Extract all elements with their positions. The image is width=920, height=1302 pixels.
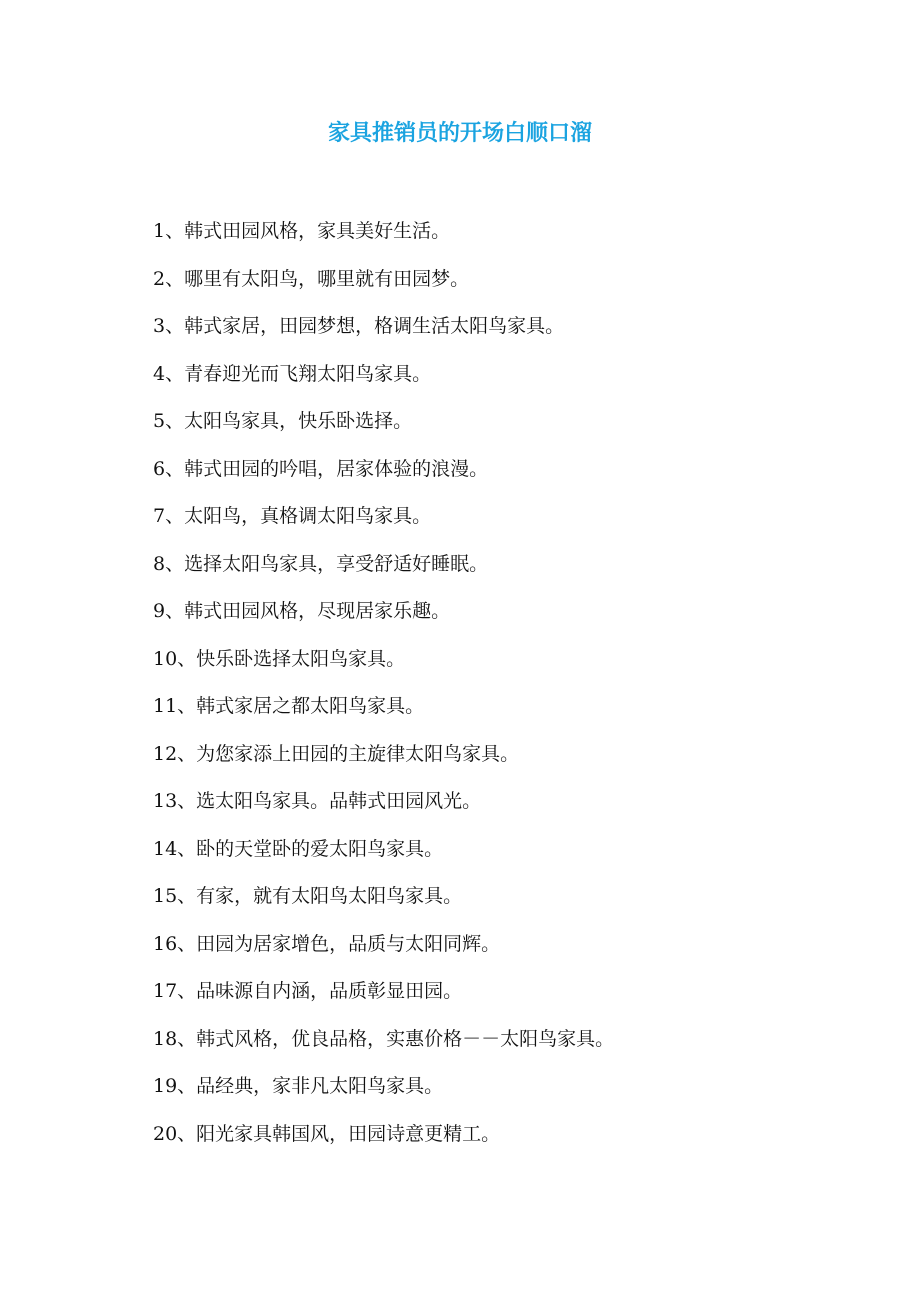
list-item: 17、品味源自内涵，品质彰显田园。 — [153, 980, 463, 1002]
list-item: 8、选择太阳鸟家具，享受舒适好睡眠。 — [153, 552, 489, 575]
list-item: 9、韩式田园风格，尽现居家乐趣。 — [153, 600, 451, 622]
list-item: 13、选太阳鸟家具。品韩式田园风光。 — [153, 790, 482, 812]
slogan-list — [153, 215, 614, 1165]
list-item: 19、品经典，家非凡太阳鸟家具。 — [153, 1075, 444, 1097]
list-item: 5、太阳鸟家具，快乐卧选择。 — [153, 410, 413, 432]
list-item: 20、阳光家具韩国风，田园诗意更精工。 — [153, 1122, 501, 1145]
page-title: 家具推销员的开场白顺口溜 — [327, 121, 592, 146]
list-item: 4、青春迎光而飞翔太阳鸟家具。 — [153, 362, 432, 385]
list-item: 10、快乐卧选择太阳鸟家具。 — [153, 647, 406, 670]
list-item: 14、卧的天堂卧的爱太阳鸟家具。 — [153, 837, 444, 860]
list-item: 15、有家，就有太阳鸟太阳鸟家具。 — [153, 885, 463, 907]
list-item: 12、为您家添上田园的主旋律太阳鸟家具。 — [153, 742, 520, 765]
list-item: 3、韩式家居，田园梦想，格调生活太阳鸟家具。 — [153, 315, 565, 337]
list-item: 6、韩式田园的吟唱，居家体验的浪漫。 — [153, 457, 489, 480]
list-item: 16、田园为居家增色，品质与太阳同辉。 — [153, 932, 501, 955]
list-item: 18、韩式风格，优良品格，实惠价格－－太阳鸟家具。 — [153, 1027, 615, 1050]
list-item: 1、韩式田园风格，家具美好生活。 — [153, 220, 451, 242]
list-item: 2、哪里有太阳鸟，哪里就有田园梦。 — [153, 267, 470, 290]
list-item: 11、韩式家居之都太阳鸟家具。 — [153, 695, 425, 717]
list-item: 7、太阳鸟，真格调太阳鸟家具。 — [153, 505, 432, 527]
